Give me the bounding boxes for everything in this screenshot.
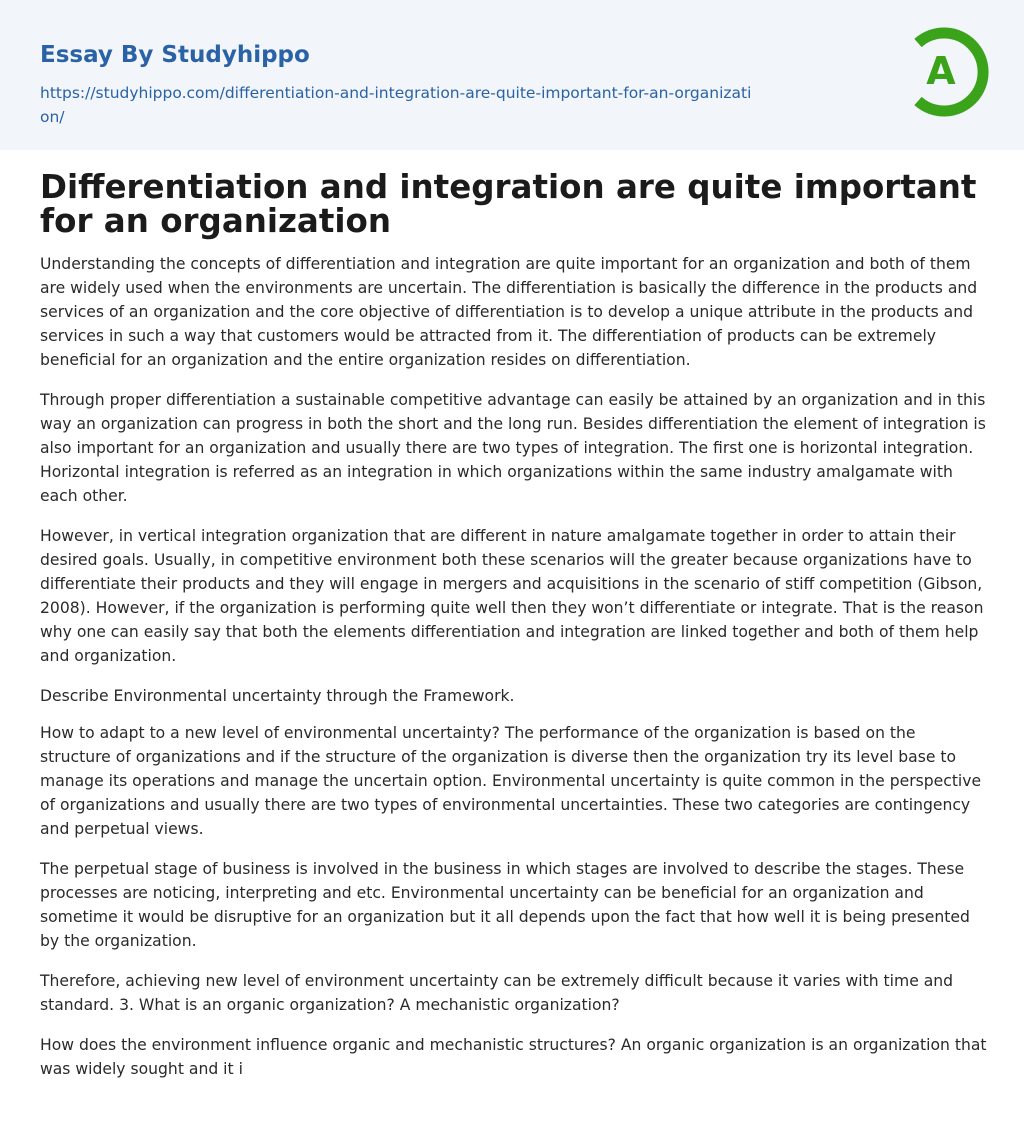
essay-paragraph: How does the environment influence organic and mechanistic structures? An organic organization is an organization that was widely sought and it i — [40, 1036, 987, 1078]
brand-title: Essay By Studyhippo — [40, 42, 310, 68]
essay-paragraph: Therefore, achieving new level of environment uncertainty can be extremely difficult because it varies with time and standard. 3. What is an organic organization? A mechanistic organization? — [40, 972, 954, 1014]
essay-section-heading: Describe Environmental uncertainty through the Framework. — [40, 687, 515, 705]
essay-paragraph: How to adapt to a new level of environmental uncertainty? The performance of the organization is based on the structure of organizations and if the structure of the organization is diverse then the organization try its level base to manage its operations and manage the uncertain option. Environmental uncertainty is quite common in the perspective of organizations and usually there are two types of environmental uncertainties. These two categories are contingency and perpetual views. — [40, 724, 982, 838]
essay-paragraph: However, in vertical integration organization that are different in nature amalgamate together in order to attain their desired goals. Usually, in competitive environment both these scenarios will the greater because organizations have to differentiate their products and they will engage in mergers and acquisitions in the scenario of stiff competition (Gibson, 2008). However, if the organization is performing quite well then they won’t differentiate or integrate. That is the reason why one can easily say that both the elements differentiation and integration are linked together and both of them help and organization. — [40, 527, 984, 665]
essay-paragraph: Through proper differentiation a sustainable competitive advantage can easily be attained by an organization and in this way an organization can progress in both the short and the long run. Besides differentiation the element of integration is also important for an organization and usually there are two types of integration. The first one is horizontal integration. Horizontal integration is referred as an integration in which organizations within the same industry amalgamate with each other. — [40, 391, 986, 505]
studyhippo-logo-icon — [900, 26, 992, 118]
essay-content — [40, 170, 990, 1097]
source-url-link[interactable]: https://studyhippo.com/differentiation-and-integration-are-quite-important-for-an-organization/ — [40, 84, 752, 126]
site-header — [0, 0, 1024, 150]
essay-paragraph: The perpetual stage of business is involved in the business in which stages are involved to describe the stages. These processes are noticing, interpreting and etc. Environmental uncertainty can be beneficial for an organization and sometime it would be disruptive for an organization but it all depends upon the fact that how well it is being presented by the organization. — [40, 860, 970, 950]
logo-letter: A — [926, 49, 956, 93]
essay-paragraph: Understanding the concepts of differentiation and integration are quite important for an organization and both of them are widely used when the environments are uncertain. The differentiation is basically the difference in the products and services of an organization and the core objective of differentiation is to develop a unique attribute in the products and services in such a way that customers would be attracted from it. The differentiation of products can be extremely beneficial for an organization and the entire organization resides on differentiation. — [40, 255, 978, 369]
essay-title: Differentiation and integration are quite important for an organization — [40, 168, 977, 240]
